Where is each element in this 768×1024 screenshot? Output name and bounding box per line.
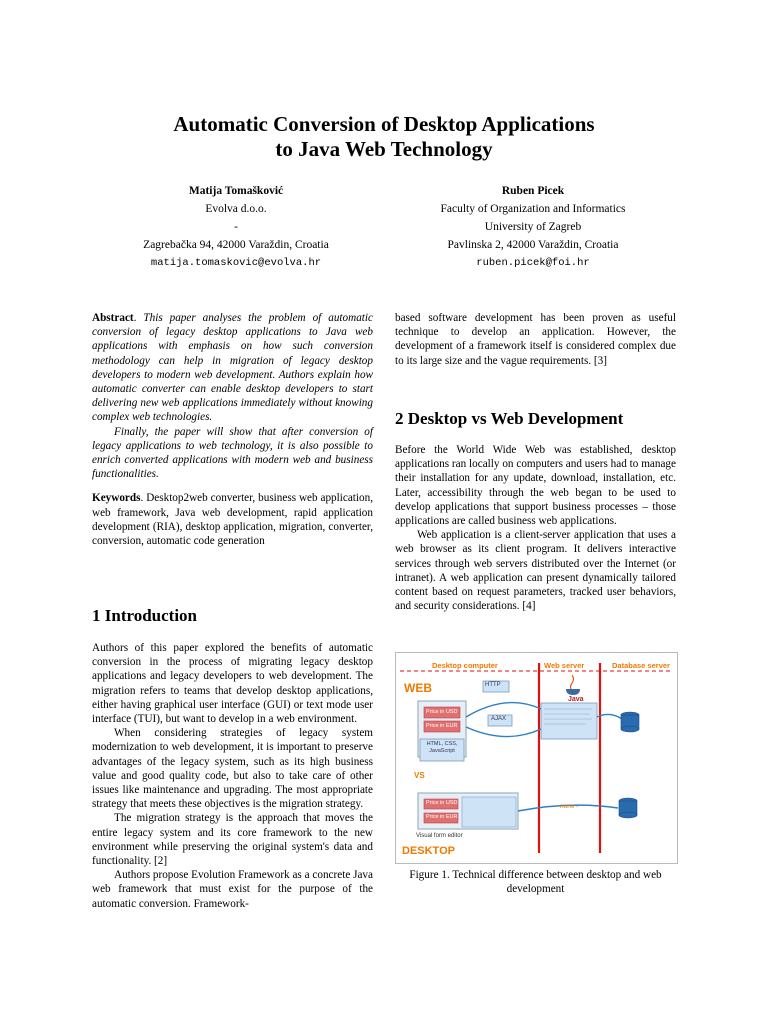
intro-paragraph: Authors of this paper explored the benefits of automatic conversion in the process of migrating legacy desktop applications and legacy developers to web development. The migration refers to teams that develop desktop applications, either having graphical user interface (GUI) or text mode user interface (TUI), but want to develop in a web environment. <box>92 642 373 726</box>
figure-svg <box>396 653 677 863</box>
figure-desktop-label: DESKTOP <box>402 845 455 857</box>
author-dept: University of Zagreb <box>484 221 582 233</box>
figure-price-usd-2: Price in USD <box>426 800 458 806</box>
keywords-text: Desktop2web converter, business web application, web framework, Java web development, rapid application development (RIA), desktop application, migration, converter, conversion, automatic code generation <box>92 492 374 548</box>
figure-caption: Figure 1. Technical difference between desktop and web development <box>409 869 662 895</box>
introduction-body <box>92 641 373 911</box>
section-heading-introduction: 1 Introduction <box>92 606 198 625</box>
figure-none: - none - <box>556 803 579 810</box>
section2-paragraph: Web application is a client-server application that uses a web browser as its client program. It delivers interactive services through web servers distributed over the Internet (or intranet). A web application can present dynamically tailored content based on request parameters, tracked user behaviors, and security considerations. [4] <box>395 529 676 613</box>
section-heading-desktop-vs-web: 2 Desktop vs Web Development <box>395 409 624 428</box>
abstract-text: This paper analyses the problem of automatic conversion of legacy desktop applications to Java web applications with emphasis on how such conversion methodology can help in migration of legacy desktop developers to modern web development. Authors explain how automatic converter can enable desktop developers to start delivering new web applications immediately without knowing complex web technologies. <box>92 312 373 424</box>
figure-price-eur: Price in EUR <box>426 723 458 729</box>
figure-col-desktop: Desktop computer <box>432 661 498 670</box>
figure-web-label: WEB <box>404 681 432 695</box>
figure-java: Java <box>568 696 584 703</box>
figure-price-usd: Price in USD <box>426 709 458 715</box>
paper-title <box>0 112 768 162</box>
section2-paragraph: Before the World Wide Web was established, desktop applications ran locally on computers and users had to manage their installation for any update, download, installation, etc. Later, accessibility through the web began to be used to develop applications that support business processes – those applications are called business web applications. <box>395 444 676 528</box>
author-org: Evolva d.o.o. <box>205 203 267 215</box>
title-line-2: to Java Web Technology <box>275 137 493 161</box>
figure-visual-editor: Visual form editor <box>416 833 463 839</box>
intro-paragraph: Authors propose Evolution Framework as a concrete Java web framework that must exist for the purpose of the automatic conversion. Framework- <box>92 869 373 910</box>
author-email[interactable]: ruben.picek@foi.hr <box>476 257 590 269</box>
author-block-1 <box>118 182 354 272</box>
author-address: Zagrebačka 94, 42000 Varaždin, Croatia <box>143 239 329 251</box>
intro-paragraph: When considering strategies of legacy system modernization to web development, it is important to preserve advantages of the legacy system, such as its high business value and good quality code, but also to take care of other issues like maintenance and upgrading. The most appropriate strategy that meets these objectives is the migration strategy. <box>92 727 373 811</box>
figure-col-web: Web server <box>544 661 585 670</box>
author-org: Faculty of Organization and Informatics <box>440 203 626 215</box>
keywords-label: Keywords <box>92 492 141 505</box>
continued-paragraph: based software development has been proven as useful technique to develop an application. However, the development of a framework itself is considered complex due to its large size and the vague requirements. [3] <box>395 312 676 367</box>
intro-paragraph: The migration strategy is the approach that moves the entire legacy system and its core framework to the new environment while preserving the original system's data and functionality. [2] <box>92 812 373 868</box>
author-block-2 <box>410 182 656 272</box>
right-column-top <box>395 311 676 368</box>
author-name: Matija Tomašković <box>188 185 284 197</box>
left-column <box>92 311 373 548</box>
figure-http: HTTP <box>485 682 501 688</box>
figure-vs: VS <box>414 771 425 780</box>
figure-html-css: HTML, CSS, JavaScript <box>426 741 458 754</box>
abstract-paragraph-2: Finally, the paper will show that after conversion of legacy applications to web technology, it is also possible to enrich converted applications with modern web and business functionalities. <box>92 425 373 481</box>
author-address: Pavlinska 2, 42000 Varaždin, Croatia <box>447 239 619 251</box>
author-dept: - <box>234 221 238 233</box>
figure-price-eur-2: Price in EUR <box>426 814 458 820</box>
author-name: Ruben Picek <box>501 185 565 197</box>
author-email[interactable]: matija.tomaskovic@evolva.hr <box>150 257 322 269</box>
abstract-label: Abstract <box>92 312 134 324</box>
figure-ajax: AJAX <box>491 716 507 722</box>
figure-diagram <box>395 652 678 864</box>
keywords-paragraph: Keywords. Desktop2web converter, business web application, web framework, Java web development, rapid application development (RIA), desktop application, migration, converter, conversion, automatic code generation <box>92 492 374 548</box>
title-line-1: Automatic Conversion of Desktop Applications <box>173 112 595 136</box>
abstract-paragraph: Abstract. This paper analyses the problem of automatic conversion of legacy desktop applications to Java web applications with emphasis on how such conversion methodology can help in migration of legacy desktop developers to modern web development. Authors explain how automatic converter can enable desktop developers to start delivering new web applications immediately without knowing complex web technologies. <box>92 312 373 424</box>
section2-body <box>395 443 676 613</box>
figure-col-db: Database server <box>612 661 670 670</box>
